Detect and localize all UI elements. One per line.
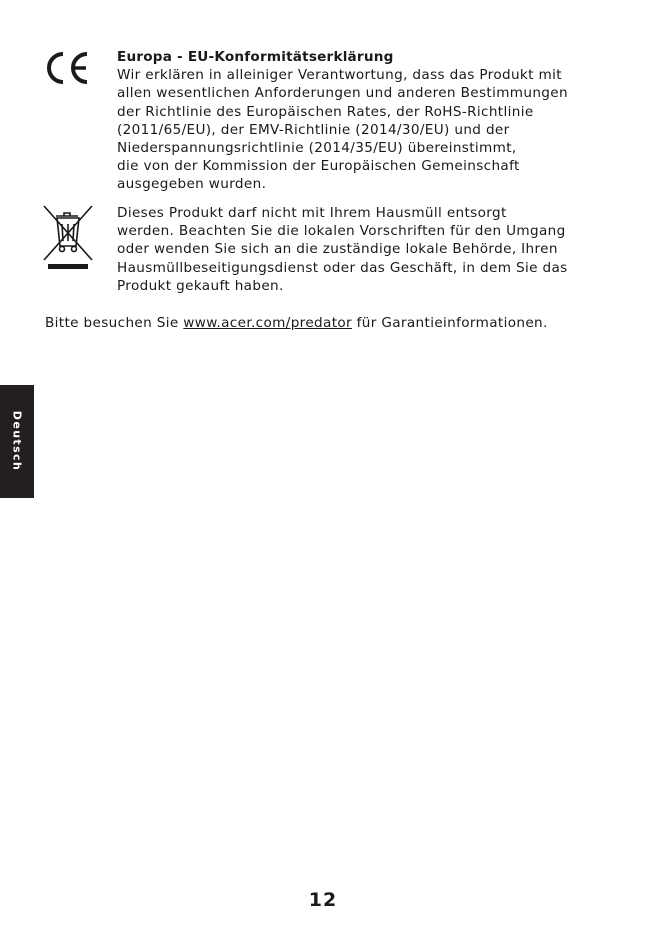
ce-text-line: der Richtlinie des Europäischen Rates, der RoHS-Richtlinie bbox=[117, 103, 534, 120]
warranty-suffix: für Garantieinformationen. bbox=[351, 315, 548, 331]
weee-text-line: werden. Beachten Sie die lokalen Vorschriften für den Umgang bbox=[117, 223, 566, 240]
ce-text-line: ausgegeben wurden. bbox=[117, 176, 267, 193]
side-tab-label: Deutsch bbox=[10, 410, 24, 472]
warranty-prefix: Bitte besuchen Sie bbox=[45, 315, 184, 331]
weee-text-line: Hausmüllbeseitigungsdienst oder das Geschäft, in dem Sie das bbox=[117, 259, 568, 276]
ce-text-line: (2011/65/EU), der EMV-Richtlinie (2014/30/EU) und der bbox=[117, 121, 510, 138]
ce-declaration bbox=[117, 48, 607, 194]
weee-text-line: oder wenden Sie sich an die zuständige lokale Behörde, Ihren bbox=[117, 241, 558, 258]
warranty-info bbox=[45, 314, 548, 332]
ce-text-line: die von der Kommission der Europäischen Gemeinschaft bbox=[117, 158, 520, 175]
weee-text-line: Produkt gekauft haben. bbox=[117, 277, 284, 294]
ce-text-line: Wir erklären in alleiniger Verantwortung, dass das Produkt mit bbox=[117, 67, 562, 84]
page-number: 12 bbox=[308, 889, 338, 911]
ce-mark-icon bbox=[43, 50, 91, 86]
weee-notice bbox=[117, 204, 607, 295]
crossed-out-wheelie-bin-icon bbox=[42, 204, 94, 272]
warranty-link[interactable]: www.acer.com/predator bbox=[183, 315, 352, 331]
weee-text-line: Dieses Produkt darf nicht mit Ihrem Hausmüll entsorgt bbox=[117, 205, 507, 221]
language-side-tab bbox=[0, 385, 34, 498]
ce-text-line: allen wesentlichen Anforderungen und anderen Bestimmungen bbox=[117, 85, 568, 102]
ce-text-line: Niederspannungsrichtlinie (2014/35/EU) übereinstimmt, bbox=[117, 140, 517, 157]
ce-heading: Europa - EU-Konformitätserklärung bbox=[117, 49, 394, 65]
